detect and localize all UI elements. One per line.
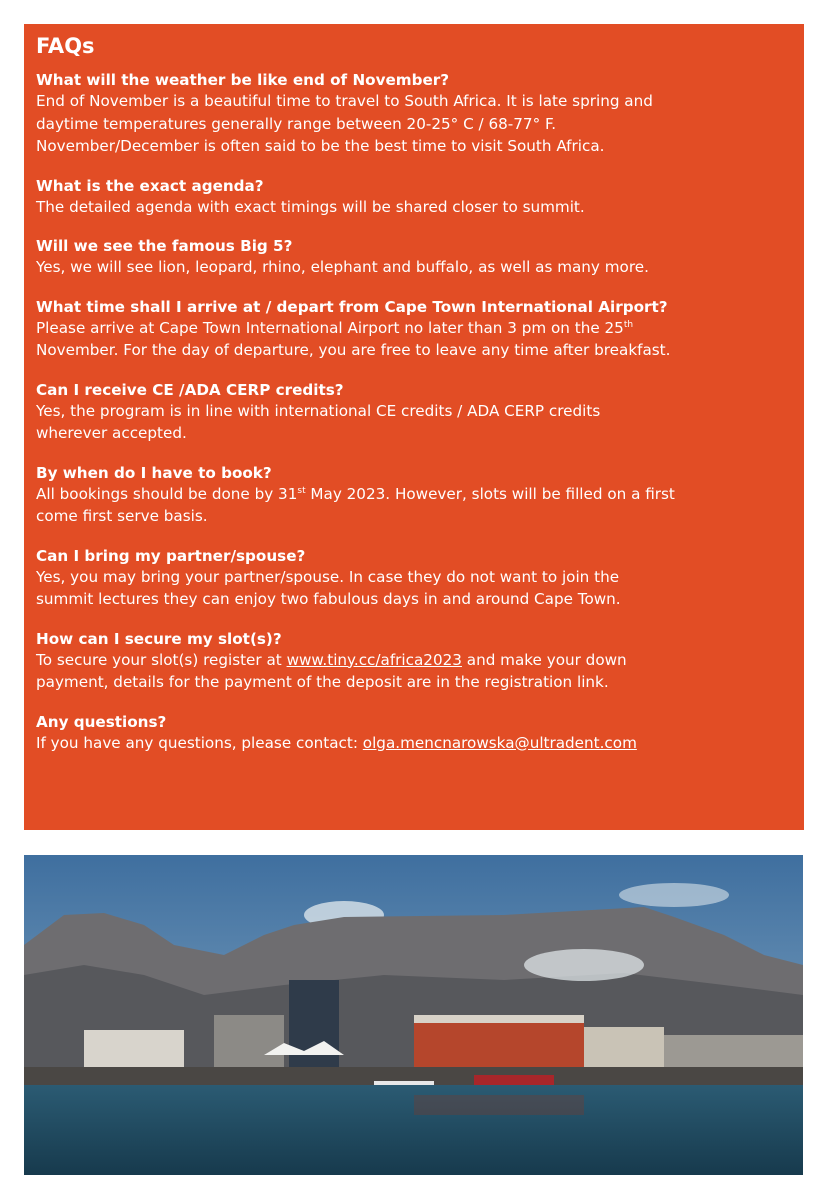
- faq-item-credits: [36, 380, 792, 445]
- reflection: [414, 1095, 584, 1115]
- answer-line: come first serve basis.: [36, 507, 208, 525]
- faq-question: How can I secure my slot(s)?: [36, 629, 282, 648]
- faq-answer: [36, 317, 792, 362]
- answer-line: May 2023. However, slots will be filled on a first: [305, 484, 675, 503]
- hotel-roof: [414, 1015, 584, 1023]
- answer-line: All bookings should be done by 31: [36, 484, 298, 503]
- faq-item-partner: [36, 546, 792, 611]
- cape-town-illustration: [24, 855, 803, 1175]
- faq-question: What time shall I arrive at / depart from Cape Town International Airport?: [36, 297, 668, 316]
- building: [664, 1035, 803, 1070]
- answer-line: Please arrive at Cape Town International Airport no later than 3 pm on the 25: [36, 318, 624, 337]
- faq-item-booking: [36, 463, 792, 528]
- faq-answer: [36, 732, 792, 755]
- answer-line: and make your down: [461, 650, 627, 669]
- faq-item-agenda: [36, 176, 792, 219]
- faq-answer: [36, 256, 792, 279]
- faq-item-questions: [36, 712, 792, 755]
- ordinal-suffix: st: [297, 485, 306, 496]
- faq-answer: [36, 400, 792, 445]
- answer-line: If you have any questions, please contact:: [36, 733, 363, 752]
- faq-answer: [36, 196, 792, 219]
- faq-question: Any questions?: [36, 712, 167, 731]
- cloud: [619, 883, 729, 907]
- faq-question: What will the weather be like end of November?: [36, 71, 450, 89]
- answer-line: The detailed agenda with exact timings will be shared closer to summit.: [36, 197, 585, 216]
- answer-line: Yes, the program is in line with international CE credits / ADA CERP credits: [36, 401, 601, 420]
- faq-item-weather: [36, 70, 792, 158]
- building: [84, 1030, 184, 1070]
- faq-question: By when do I have to book?: [36, 463, 272, 482]
- tower-building: [289, 980, 339, 1070]
- building: [584, 1027, 664, 1070]
- hotel-building: [414, 1020, 584, 1070]
- cape-town-photo: [24, 855, 803, 1175]
- faq-answer: [36, 483, 792, 528]
- ordinal-suffix: th: [623, 319, 634, 330]
- registration-link[interactable]: www.tiny.cc/africa2023: [286, 650, 462, 669]
- faq-question: What is the exact agenda?: [36, 176, 264, 195]
- faq-item-big5: [36, 236, 792, 279]
- faq-panel: [24, 24, 804, 830]
- faq-answer: [36, 649, 792, 694]
- faq-title: FAQs: [36, 34, 95, 58]
- answer-line: November/December is often said to be the best time to visit South Africa.: [36, 137, 605, 155]
- answer-line: To secure your slot(s) register at: [36, 650, 287, 669]
- faq-item-arrival: [36, 297, 792, 362]
- answer-line: End of November is a beautiful time to travel to South Africa. It is late spring and: [36, 92, 653, 110]
- faq-answer: [36, 90, 792, 158]
- answer-line: wherever accepted.: [36, 424, 187, 442]
- faq-question: Will we see the famous Big 5?: [36, 237, 293, 255]
- building: [214, 1015, 284, 1070]
- answer-line: Yes, we will see lion, leopard, rhino, elephant and buffalo, as well as many more.: [36, 258, 649, 276]
- faq-answer: [36, 566, 792, 611]
- answer-line: November. For the day of departure, you are free to leave any time after breakfast.: [36, 341, 671, 359]
- faq-question: Can I bring my partner/spouse?: [36, 546, 306, 565]
- water: [24, 1085, 803, 1175]
- faq-question: Can I receive CE /ADA CERP credits?: [36, 380, 344, 399]
- answer-line: payment, details for the payment of the deposit are in the registration link.: [36, 673, 609, 691]
- faq-item-secure-slot: [36, 629, 792, 694]
- answer-line: Yes, you may bring your partner/spouse. In case they do not want to join the: [36, 567, 620, 586]
- answer-line: daytime temperatures generally range between 20-25° C / 68-77° F.: [36, 114, 557, 133]
- cloud: [524, 949, 644, 981]
- contact-email-link[interactable]: olga.mencnarowska@ultradent.com: [362, 733, 637, 752]
- answer-line: summit lectures they can enjoy two fabulous days in and around Cape Town.: [36, 590, 621, 608]
